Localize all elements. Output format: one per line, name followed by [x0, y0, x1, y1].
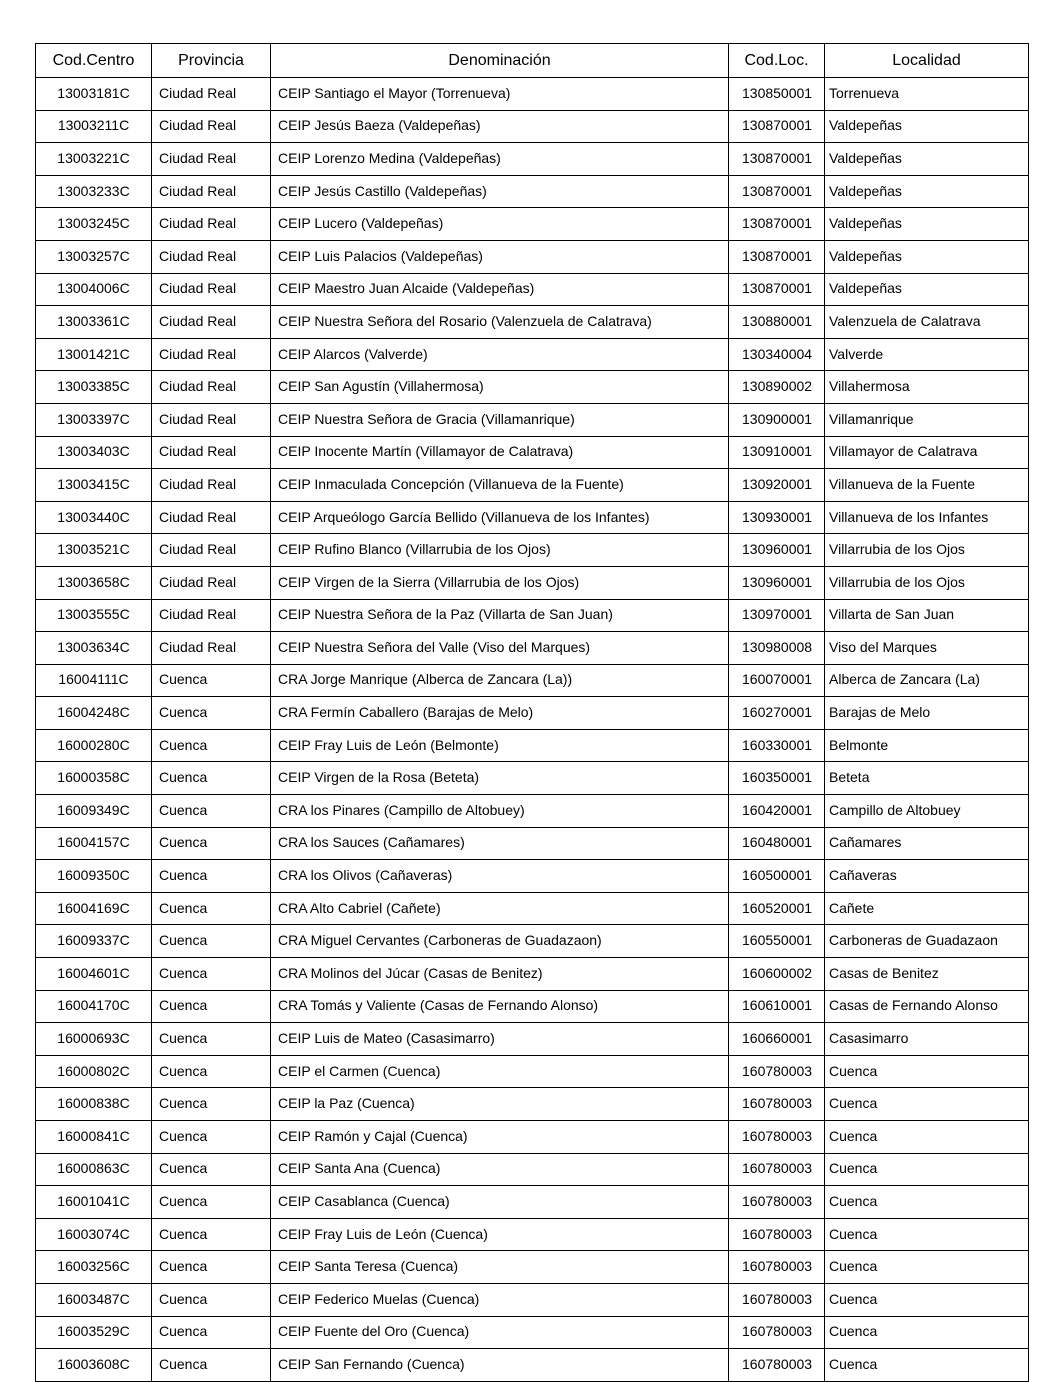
- cell-denominacion: CEIP Nuestra Señora de la Paz (Villarta de San Juan): [271, 599, 729, 632]
- cell-localidad: Villanueva de la Fuente: [825, 469, 1029, 502]
- cell-cod-loc: 160780003: [729, 1218, 825, 1251]
- cell-provincia: Ciudad Real: [152, 469, 271, 502]
- cell-provincia: Cuenca: [152, 1218, 271, 1251]
- cell-localidad: Valdepeñas: [825, 143, 1029, 176]
- cell-provincia: Cuenca: [152, 729, 271, 762]
- cell-denominacion: CEIP Nuestra Señora del Rosario (Valenzuela de Calatrava): [271, 306, 729, 339]
- cell-provincia: Cuenca: [152, 762, 271, 795]
- table-row: [36, 1153, 1029, 1186]
- cell-cod-loc: 160480001: [729, 827, 825, 860]
- table-row: [36, 1349, 1029, 1382]
- cell-cod-loc: 130340004: [729, 338, 825, 371]
- cell-cod-loc: 160550001: [729, 925, 825, 958]
- cell-denominacion: CEIP Ramón y Cajal (Cuenca): [271, 1121, 729, 1154]
- cell-denominacion: CEIP la Paz (Cuenca): [271, 1088, 729, 1121]
- table-header-row: [36, 44, 1029, 78]
- cell-cod-loc: 130960001: [729, 566, 825, 599]
- cell-denominacion: CEIP San Fernando (Cuenca): [271, 1349, 729, 1382]
- cell-localidad: Cuenca: [825, 1186, 1029, 1219]
- cell-denominacion: CEIP Jesús Castillo (Valdepeñas): [271, 175, 729, 208]
- cell-localidad: Cuenca: [825, 1153, 1029, 1186]
- cell-provincia: Ciudad Real: [152, 208, 271, 241]
- cell-denominacion: CEIP Santa Ana (Cuenca): [271, 1153, 729, 1186]
- cell-cod-loc: 160780003: [729, 1316, 825, 1349]
- table-row: [36, 306, 1029, 339]
- cell-cod-loc: 160780003: [729, 1121, 825, 1154]
- cell-localidad: Casasimarro: [825, 1023, 1029, 1056]
- cell-localidad: Casas de Fernando Alonso: [825, 990, 1029, 1023]
- cell-cod-loc: 160780003: [729, 1088, 825, 1121]
- cell-cod-centro: 13003634C: [36, 632, 152, 665]
- table-row: [36, 990, 1029, 1023]
- cell-cod-centro: 16000358C: [36, 762, 152, 795]
- cell-denominacion: CEIP Rufino Blanco (Villarrubia de los Ojos): [271, 534, 729, 567]
- table-row: [36, 827, 1029, 860]
- cell-cod-loc: 160660001: [729, 1023, 825, 1056]
- document-page: [35, 43, 1028, 1382]
- cell-denominacion: CEIP Fray Luis de León (Cuenca): [271, 1218, 729, 1251]
- cell-cod-loc: 160270001: [729, 697, 825, 730]
- cell-cod-loc: 160780003: [729, 1283, 825, 1316]
- cell-cod-loc: 160610001: [729, 990, 825, 1023]
- cell-provincia: Cuenca: [152, 1023, 271, 1056]
- table-row: [36, 599, 1029, 632]
- cell-provincia: Cuenca: [152, 664, 271, 697]
- cell-cod-centro: 16009349C: [36, 795, 152, 828]
- cell-cod-loc: 130970001: [729, 599, 825, 632]
- cell-denominacion: CEIP Inocente Martín (Villamayor de Calatrava): [271, 436, 729, 469]
- cell-localidad: Barajas de Melo: [825, 697, 1029, 730]
- cell-cod-loc: 130870001: [729, 110, 825, 143]
- cell-cod-centro: 13003385C: [36, 371, 152, 404]
- cell-cod-loc: 130880001: [729, 306, 825, 339]
- cell-localidad: Casas de Benitez: [825, 958, 1029, 991]
- cell-cod-centro: 16003074C: [36, 1218, 152, 1251]
- header-cod-loc: Cod.Loc.: [729, 44, 825, 78]
- table-row: [36, 1283, 1029, 1316]
- cell-cod-loc: 130850001: [729, 78, 825, 111]
- cell-localidad: Cuenca: [825, 1283, 1029, 1316]
- cell-denominacion: CEIP San Agustín (Villahermosa): [271, 371, 729, 404]
- cell-localidad: Cuenca: [825, 1121, 1029, 1154]
- cell-denominacion: CEIP Fuente del Oro (Cuenca): [271, 1316, 729, 1349]
- cell-cod-centro: 13003257C: [36, 240, 152, 273]
- cell-cod-centro: 16004248C: [36, 697, 152, 730]
- table-row: [36, 762, 1029, 795]
- cell-denominacion: CEIP Nuestra Señora del Valle (Viso del Marques): [271, 632, 729, 665]
- table-row: [36, 469, 1029, 502]
- cell-denominacion: CEIP Luis de Mateo (Casasimarro): [271, 1023, 729, 1056]
- cell-provincia: Ciudad Real: [152, 273, 271, 306]
- cell-provincia: Ciudad Real: [152, 78, 271, 111]
- table-row: [36, 795, 1029, 828]
- cell-cod-loc: 160780003: [729, 1055, 825, 1088]
- cell-localidad: Valenzuela de Calatrava: [825, 306, 1029, 339]
- cell-provincia: Ciudad Real: [152, 403, 271, 436]
- cell-denominacion: CEIP Fray Luis de León (Belmonte): [271, 729, 729, 762]
- table-row: [36, 1121, 1029, 1154]
- cell-localidad: Valdepeñas: [825, 110, 1029, 143]
- cell-provincia: Cuenca: [152, 958, 271, 991]
- table-row: [36, 729, 1029, 762]
- cell-provincia: Cuenca: [152, 827, 271, 860]
- cell-denominacion: CRA Jorge Manrique (Alberca de Zancara (La)): [271, 664, 729, 697]
- cell-cod-loc: 130900001: [729, 403, 825, 436]
- table-row: [36, 436, 1029, 469]
- schools-table: [35, 43, 1029, 1382]
- cell-cod-centro: 16001041C: [36, 1186, 152, 1219]
- cell-localidad: Villarrubia de los Ojos: [825, 566, 1029, 599]
- cell-localidad: Cuenca: [825, 1316, 1029, 1349]
- table-row: [36, 664, 1029, 697]
- cell-provincia: Ciudad Real: [152, 110, 271, 143]
- cell-cod-centro: 13003415C: [36, 469, 152, 502]
- cell-provincia: Cuenca: [152, 860, 271, 893]
- cell-localidad: Villahermosa: [825, 371, 1029, 404]
- cell-localidad: Cuenca: [825, 1218, 1029, 1251]
- cell-denominacion: CEIP Santa Teresa (Cuenca): [271, 1251, 729, 1284]
- cell-cod-centro: 16000693C: [36, 1023, 152, 1056]
- cell-cod-loc: 130870001: [729, 273, 825, 306]
- cell-cod-loc: 160070001: [729, 664, 825, 697]
- table-row: [36, 78, 1029, 111]
- table-row: [36, 1316, 1029, 1349]
- table-row: [36, 110, 1029, 143]
- cell-provincia: Ciudad Real: [152, 566, 271, 599]
- cell-localidad: Carboneras de Guadazaon: [825, 925, 1029, 958]
- cell-denominacion: CEIP Lorenzo Medina (Valdepeñas): [271, 143, 729, 176]
- cell-localidad: Villanueva de los Infantes: [825, 501, 1029, 534]
- cell-denominacion: CRA Molinos del Júcar (Casas de Benitez): [271, 958, 729, 991]
- table-row: [36, 501, 1029, 534]
- cell-cod-loc: 130890002: [729, 371, 825, 404]
- table-row: [36, 1055, 1029, 1088]
- cell-cod-centro: 13003521C: [36, 534, 152, 567]
- cell-denominacion: CEIP Casablanca (Cuenca): [271, 1186, 729, 1219]
- cell-cod-centro: 13003555C: [36, 599, 152, 632]
- cell-provincia: Cuenca: [152, 1186, 271, 1219]
- cell-localidad: Campillo de Altobuey: [825, 795, 1029, 828]
- cell-denominacion: CEIP Luis Palacios (Valdepeñas): [271, 240, 729, 273]
- table-row: [36, 143, 1029, 176]
- table-row: [36, 1218, 1029, 1251]
- cell-cod-centro: 16009350C: [36, 860, 152, 893]
- cell-provincia: Ciudad Real: [152, 599, 271, 632]
- cell-localidad: Cuenca: [825, 1251, 1029, 1284]
- cell-denominacion: CRA los Pinares (Campillo de Altobuey): [271, 795, 729, 828]
- cell-localidad: Villarrubia de los Ojos: [825, 534, 1029, 567]
- cell-provincia: Ciudad Real: [152, 175, 271, 208]
- cell-cod-centro: 16003608C: [36, 1349, 152, 1382]
- cell-cod-loc: 160350001: [729, 762, 825, 795]
- cell-localidad: Torrenueva: [825, 78, 1029, 111]
- cell-cod-loc: 130870001: [729, 240, 825, 273]
- cell-provincia: Ciudad Real: [152, 632, 271, 665]
- cell-localidad: Valdepeñas: [825, 240, 1029, 273]
- cell-localidad: Villamayor de Calatrava: [825, 436, 1029, 469]
- cell-localidad: Valverde: [825, 338, 1029, 371]
- cell-denominacion: CRA Miguel Cervantes (Carboneras de Guadazaon): [271, 925, 729, 958]
- cell-cod-centro: 16000863C: [36, 1153, 152, 1186]
- cell-localidad: Cañaveras: [825, 860, 1029, 893]
- cell-cod-loc: 160330001: [729, 729, 825, 762]
- table-row: [36, 240, 1029, 273]
- cell-provincia: Ciudad Real: [152, 371, 271, 404]
- table-row: [36, 566, 1029, 599]
- table-row: [36, 534, 1029, 567]
- cell-cod-centro: 13003245C: [36, 208, 152, 241]
- cell-localidad: Cuenca: [825, 1055, 1029, 1088]
- table-row: [36, 1186, 1029, 1219]
- cell-cod-loc: 160500001: [729, 860, 825, 893]
- cell-provincia: Cuenca: [152, 925, 271, 958]
- cell-cod-centro: 13001421C: [36, 338, 152, 371]
- cell-denominacion: CEIP Virgen de la Sierra (Villarrubia de los Ojos): [271, 566, 729, 599]
- cell-cod-centro: 16009337C: [36, 925, 152, 958]
- cell-provincia: Cuenca: [152, 892, 271, 925]
- table-row: [36, 860, 1029, 893]
- table-row: [36, 403, 1029, 436]
- cell-cod-centro: 16000802C: [36, 1055, 152, 1088]
- table-body: [36, 78, 1029, 1382]
- cell-provincia: Cuenca: [152, 1283, 271, 1316]
- cell-denominacion: CRA Fermín Caballero (Barajas de Melo): [271, 697, 729, 730]
- cell-cod-loc: 160600002: [729, 958, 825, 991]
- cell-provincia: Ciudad Real: [152, 436, 271, 469]
- cell-localidad: Beteta: [825, 762, 1029, 795]
- cell-localidad: Valdepeñas: [825, 175, 1029, 208]
- cell-localidad: Cuenca: [825, 1349, 1029, 1382]
- cell-cod-loc: 130870001: [729, 175, 825, 208]
- cell-denominacion: CRA los Olivos (Cañaveras): [271, 860, 729, 893]
- cell-localidad: Valdepeñas: [825, 273, 1029, 306]
- cell-denominacion: CEIP Arqueólogo García Bellido (Villanueva de los Infantes): [271, 501, 729, 534]
- cell-cod-centro: 16003256C: [36, 1251, 152, 1284]
- cell-cod-centro: 13003403C: [36, 436, 152, 469]
- cell-cod-centro: 13003221C: [36, 143, 152, 176]
- header-denominacion: Denominación: [271, 44, 729, 78]
- cell-cod-centro: 16003529C: [36, 1316, 152, 1349]
- cell-provincia: Cuenca: [152, 1121, 271, 1154]
- cell-denominacion: CEIP Jesús Baeza (Valdepeñas): [271, 110, 729, 143]
- cell-denominacion: CEIP Santiago el Mayor (Torrenueva): [271, 78, 729, 111]
- cell-cod-loc: 130920001: [729, 469, 825, 502]
- cell-provincia: Cuenca: [152, 1251, 271, 1284]
- table-row: [36, 1251, 1029, 1284]
- cell-provincia: Cuenca: [152, 990, 271, 1023]
- cell-denominacion: CEIP Maestro Juan Alcaide (Valdepeñas): [271, 273, 729, 306]
- cell-cod-loc: 160780003: [729, 1153, 825, 1186]
- header-localidad: Localidad: [825, 44, 1029, 78]
- cell-cod-loc: 130870001: [729, 208, 825, 241]
- cell-localidad: Valdepeñas: [825, 208, 1029, 241]
- cell-provincia: Ciudad Real: [152, 143, 271, 176]
- cell-cod-loc: 130980008: [729, 632, 825, 665]
- cell-provincia: Ciudad Real: [152, 306, 271, 339]
- table-row: [36, 338, 1029, 371]
- cell-denominacion: CRA Tomás y Valiente (Casas de Fernando Alonso): [271, 990, 729, 1023]
- cell-cod-loc: 130910001: [729, 436, 825, 469]
- header-cod-centro: Cod.Centro: [36, 44, 152, 78]
- cell-denominacion: CEIP Inmaculada Concepción (Villanueva de la Fuente): [271, 469, 729, 502]
- cell-cod-centro: 16004157C: [36, 827, 152, 860]
- cell-localidad: Cuenca: [825, 1088, 1029, 1121]
- table-row: [36, 892, 1029, 925]
- cell-cod-loc: 160780003: [729, 1186, 825, 1219]
- table-row: [36, 175, 1029, 208]
- cell-cod-centro: 13003397C: [36, 403, 152, 436]
- cell-denominacion: CEIP Lucero (Valdepeñas): [271, 208, 729, 241]
- cell-provincia: Ciudad Real: [152, 338, 271, 371]
- cell-cod-loc: 130960001: [729, 534, 825, 567]
- table-row: [36, 697, 1029, 730]
- cell-denominacion: CEIP Alarcos (Valverde): [271, 338, 729, 371]
- cell-localidad: Villarta de San Juan: [825, 599, 1029, 632]
- cell-provincia: Ciudad Real: [152, 240, 271, 273]
- header-provincia: Provincia: [152, 44, 271, 78]
- cell-cod-loc: 160520001: [729, 892, 825, 925]
- cell-cod-centro: 13003658C: [36, 566, 152, 599]
- cell-cod-centro: 16004170C: [36, 990, 152, 1023]
- cell-denominacion: CRA Alto Cabriel (Cañete): [271, 892, 729, 925]
- cell-cod-centro: 13003233C: [36, 175, 152, 208]
- cell-cod-centro: 16004169C: [36, 892, 152, 925]
- table-row: [36, 1088, 1029, 1121]
- cell-provincia: Cuenca: [152, 1088, 271, 1121]
- cell-cod-centro: 16004111C: [36, 664, 152, 697]
- cell-localidad: Cañamares: [825, 827, 1029, 860]
- cell-denominacion: CEIP el Carmen (Cuenca): [271, 1055, 729, 1088]
- cell-denominacion: CRA los Sauces (Cañamares): [271, 827, 729, 860]
- cell-provincia: Cuenca: [152, 1316, 271, 1349]
- table-row: [36, 632, 1029, 665]
- table-row: [36, 958, 1029, 991]
- table-row: [36, 1023, 1029, 1056]
- cell-cod-centro: 13003361C: [36, 306, 152, 339]
- cell-cod-loc: 130930001: [729, 501, 825, 534]
- cell-provincia: Cuenca: [152, 1153, 271, 1186]
- table-row: [36, 273, 1029, 306]
- cell-denominacion: CEIP Nuestra Señora de Gracia (Villamanrique): [271, 403, 729, 436]
- cell-provincia: Cuenca: [152, 1055, 271, 1088]
- cell-provincia: Ciudad Real: [152, 534, 271, 567]
- cell-localidad: Alberca de Zancara (La): [825, 664, 1029, 697]
- cell-cod-centro: 13003440C: [36, 501, 152, 534]
- table-row: [36, 371, 1029, 404]
- cell-cod-loc: 130870001: [729, 143, 825, 176]
- table-row: [36, 208, 1029, 241]
- cell-cod-loc: 160780003: [729, 1349, 825, 1382]
- cell-cod-loc: 160420001: [729, 795, 825, 828]
- cell-cod-centro: 16000280C: [36, 729, 152, 762]
- cell-localidad: Villamanrique: [825, 403, 1029, 436]
- cell-cod-centro: 16003487C: [36, 1283, 152, 1316]
- cell-denominacion: CEIP Virgen de la Rosa (Beteta): [271, 762, 729, 795]
- cell-cod-centro: 13003211C: [36, 110, 152, 143]
- cell-provincia: Cuenca: [152, 795, 271, 828]
- cell-cod-centro: 16000841C: [36, 1121, 152, 1154]
- cell-provincia: Ciudad Real: [152, 501, 271, 534]
- cell-cod-centro: 13003181C: [36, 78, 152, 111]
- cell-localidad: Viso del Marques: [825, 632, 1029, 665]
- cell-cod-centro: 16000838C: [36, 1088, 152, 1121]
- cell-cod-centro: 13004006C: [36, 273, 152, 306]
- cell-denominacion: CEIP Federico Muelas (Cuenca): [271, 1283, 729, 1316]
- cell-cod-centro: 16004601C: [36, 958, 152, 991]
- table-row: [36, 925, 1029, 958]
- cell-cod-loc: 160780003: [729, 1251, 825, 1284]
- cell-provincia: Cuenca: [152, 1349, 271, 1382]
- cell-provincia: Cuenca: [152, 697, 271, 730]
- cell-localidad: Cañete: [825, 892, 1029, 925]
- cell-localidad: Belmonte: [825, 729, 1029, 762]
